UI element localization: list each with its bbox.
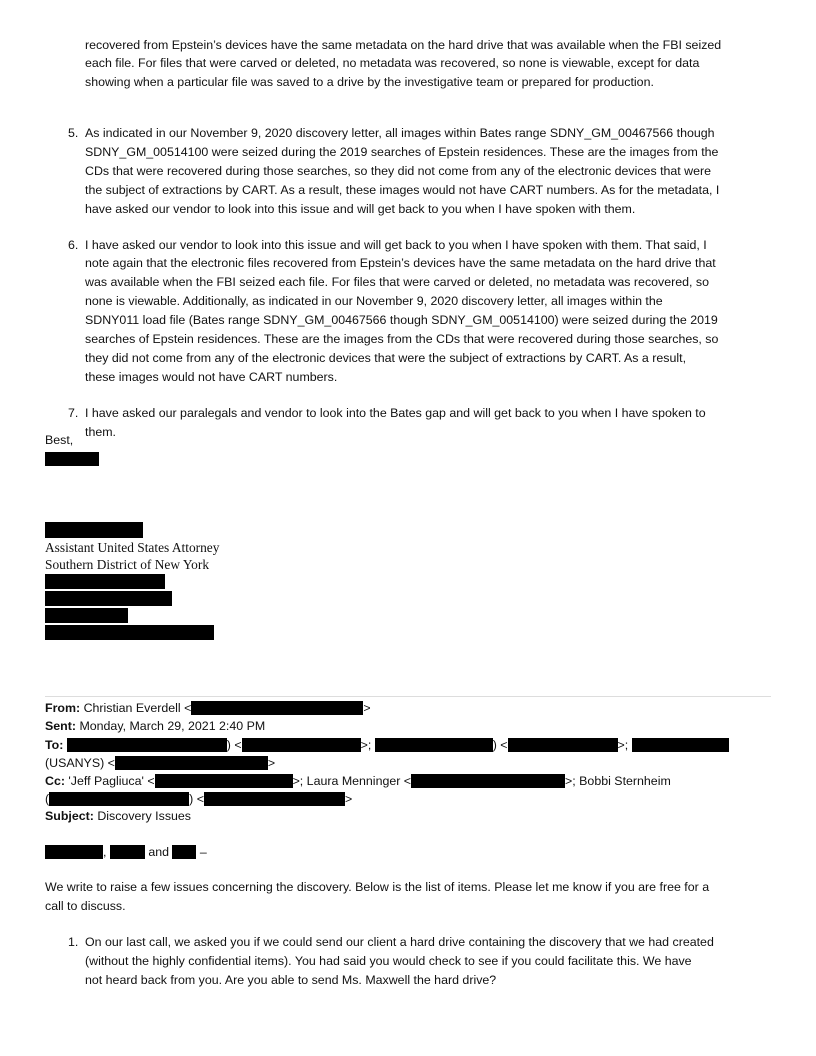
item-number: 7. xyxy=(68,406,79,420)
redaction xyxy=(45,452,99,466)
cc-line xyxy=(45,773,671,789)
subject-line xyxy=(45,808,191,824)
redaction xyxy=(45,522,143,538)
text-line: We write to raise a few issues concerning the discovery. Below is the list of items. Please let me know if you are free for a xyxy=(45,880,710,894)
text-line: recovered from Epstein’s devices have the same metadata on the hard drive that was available when the FBI seized xyxy=(85,38,722,52)
redaction xyxy=(242,738,361,752)
redaction xyxy=(115,756,268,770)
text-line: SDNY_GM_00514100 were seized during the 2019 searches of Epstein residences. These are the images from the xyxy=(85,145,719,159)
to-value: (USANYS) < xyxy=(45,756,115,770)
text-line: not heard back from you. Are you able to send Ms. Maxwell the hard drive? xyxy=(85,973,497,987)
item-number: 5. xyxy=(68,126,79,140)
redaction xyxy=(45,591,172,606)
text-line: I have asked our vendor to look into this issue and will get back to you when I have spoken with them. That said, I xyxy=(85,238,707,252)
to-label: To: xyxy=(45,738,64,752)
item-number: 1. xyxy=(68,935,79,949)
subject-label: Subject: xyxy=(45,809,94,823)
text-line: have asked our vendor to look into this issue and will get back to you when I have spoken with them. xyxy=(85,202,636,216)
to-line: To: ) < >; ) < >; xyxy=(45,737,729,753)
cc-line-cont: ( ) < > xyxy=(45,792,353,806)
redaction xyxy=(632,738,729,752)
text-line: these images would not have CART numbers. xyxy=(85,370,338,384)
text-line: CDs that were recovered during those searches, so they did not come from any of the electronic devices that were xyxy=(85,164,712,178)
text-line: them. xyxy=(85,425,116,439)
item-number: 6. xyxy=(68,238,79,252)
cc-value: >; Bobbi Sternheim xyxy=(565,774,671,788)
salutation: , and – xyxy=(45,844,207,860)
redaction xyxy=(375,738,493,752)
signature-office: Southern District of New York xyxy=(45,557,210,572)
divider xyxy=(45,696,771,697)
text-line: (without the highly confidential items). You had said you would check to see if you could facilitate this. We have xyxy=(85,954,692,968)
cc-label: Cc: xyxy=(45,774,65,788)
redaction xyxy=(45,625,214,640)
cc-value: >; Laura Menninger < xyxy=(292,774,412,788)
redaction xyxy=(155,774,293,788)
to-line-cont: (USANYS) < > xyxy=(45,756,276,770)
redaction xyxy=(49,792,189,806)
from-value: Christian Everdell < xyxy=(83,701,192,715)
text-line: note again that the electronic files recovered from Epstein’s devices have the same metadata on the hard drive that xyxy=(85,256,716,270)
redaction xyxy=(204,792,345,806)
text-line: call to discuss. xyxy=(45,899,126,913)
sent-line xyxy=(45,718,265,734)
redaction xyxy=(45,574,165,589)
text-line: each file. For files that were carved or deleted, no metadata was recovered, so none is viewable, except for data xyxy=(85,56,700,70)
redaction xyxy=(508,738,618,752)
redaction xyxy=(110,845,145,859)
sent-label: Sent: xyxy=(45,719,76,733)
text-line: was available when the FBI seized each file. For files that were carved or deleted, no metadata was recovered, so xyxy=(85,275,709,289)
closing: Best, xyxy=(45,433,74,447)
salutation-and: and xyxy=(148,845,170,859)
text-line: SDNY011 load file (Bates range SDNY_GM_00467566 though SDNY_GM_00514100) were seized during the 2019 xyxy=(85,313,718,327)
text-line: the subject of extractions by CART. As a result, these images would not have CART numbers. As for the metadata, I xyxy=(85,183,720,197)
text-line: they did not come from any of the electronic devices that were the subject of extractions by CART. As a result, xyxy=(85,351,687,365)
text-line: none is viewable. Additionally, as indicated in our November 9, 2020 discovery letter, all images within the xyxy=(85,294,663,308)
redaction xyxy=(172,845,196,859)
redaction xyxy=(45,845,103,859)
cc-value: 'Jeff Pagliuca' < xyxy=(68,774,155,788)
sent-value: Monday, March 29, 2021 2:40 PM xyxy=(79,719,266,733)
from-label: From: xyxy=(45,701,81,715)
redaction xyxy=(191,701,363,715)
redaction xyxy=(45,608,128,623)
text-line: I have asked our paralegals and vendor to look into the Bates gap and will get back to you when I have spoken to xyxy=(85,406,706,420)
text-line: As indicated in our November 9, 2020 discovery letter, all images within Bates range SDNY_GM_00467566 though xyxy=(85,126,715,140)
text-line: showing when a particular file was saved to a drive by the investigative team or prepared for production. xyxy=(85,75,654,89)
signature-title: Assistant United States Attorney xyxy=(45,540,220,555)
redaction xyxy=(411,774,565,788)
redaction xyxy=(67,738,227,752)
from-line: From: Christian Everdell < > xyxy=(45,701,371,715)
text-line: On our last call, we asked you if we could send our client a hard drive containing the discovery that we had created xyxy=(85,935,714,949)
text-line: searches of Epstein residences. These are the images from the CDs that were recovered during those searches, so xyxy=(85,332,719,346)
subject-value: Discovery Issues xyxy=(97,809,191,823)
